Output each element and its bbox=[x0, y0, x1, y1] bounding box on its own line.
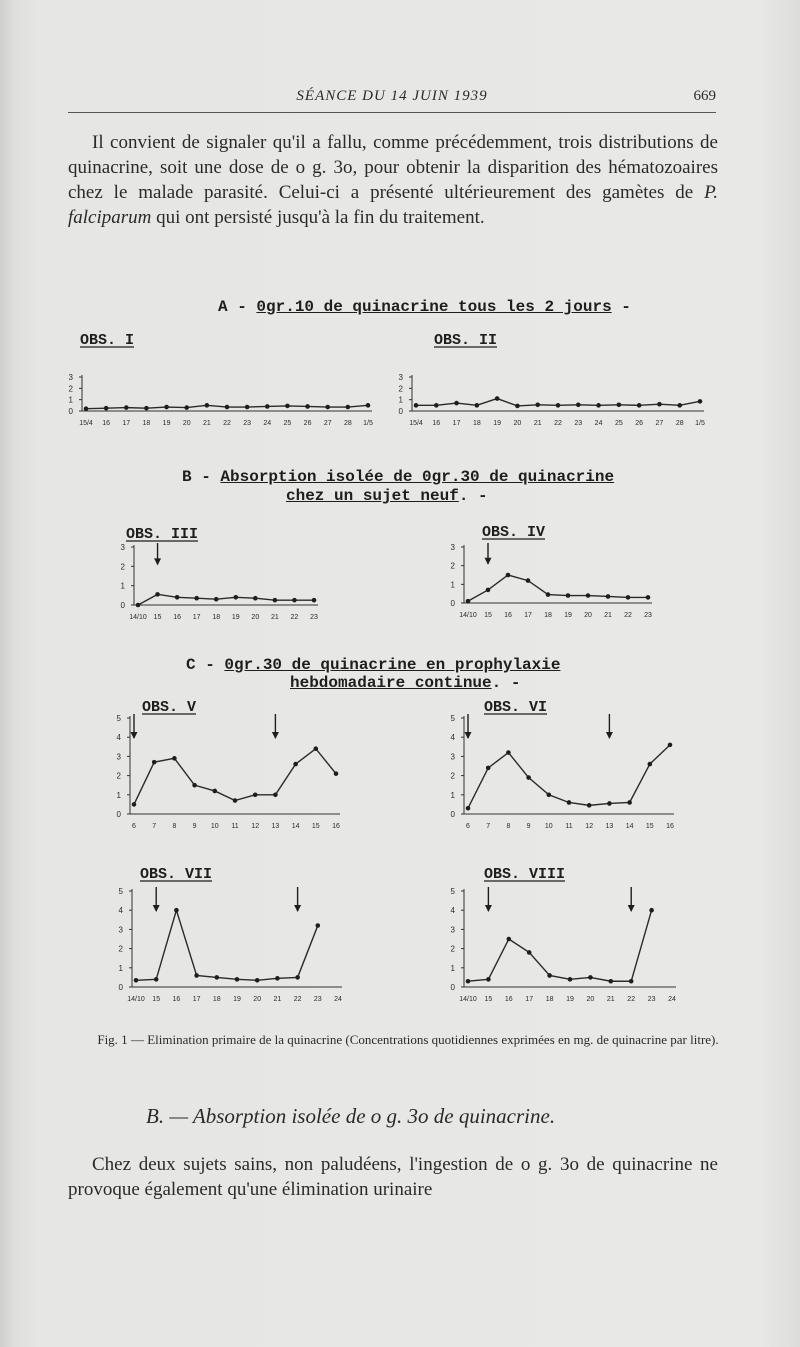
x-tick-label: 27 bbox=[655, 420, 664, 427]
x-tick-label: 19 bbox=[162, 420, 171, 427]
data-point bbox=[596, 403, 601, 408]
data-point bbox=[316, 923, 321, 928]
y-tick-label: 0 bbox=[450, 810, 455, 819]
y-tick-label: 2 bbox=[450, 771, 455, 781]
x-tick-label: 15 bbox=[484, 612, 492, 619]
x-tick-label: 24 bbox=[594, 420, 603, 427]
x-tick-label: 16 bbox=[173, 614, 182, 621]
paragraph-intro bbox=[68, 130, 718, 230]
y-tick-label: 4 bbox=[450, 733, 455, 743]
x-tick-label: 22 bbox=[223, 420, 231, 427]
x-tick-label: 16 bbox=[504, 612, 512, 619]
data-point bbox=[132, 802, 137, 807]
data-point bbox=[154, 977, 159, 982]
y-tick-label: 2 bbox=[120, 562, 125, 572]
data-point bbox=[626, 595, 631, 600]
section-heading-text: Absorption isolée de o g. 3o de quinacrine. bbox=[192, 1104, 556, 1128]
data-point bbox=[527, 950, 532, 955]
data-point bbox=[164, 405, 169, 410]
figure-caption-label: Fig. 1 bbox=[97, 1032, 128, 1047]
dose-arrow-head bbox=[606, 732, 613, 739]
dose-arrow-head bbox=[153, 905, 160, 912]
x-tick-label: 20 bbox=[584, 612, 592, 619]
data-point bbox=[144, 406, 149, 411]
figure-caption-text: — Elimination primaire de la quinacrine (Concentrations quotidiennes exprimées en mg. de quinacrine par litre). bbox=[127, 1032, 719, 1047]
y-tick-label: 1 bbox=[116, 790, 121, 800]
data-point bbox=[265, 404, 270, 409]
paragraph-section-b: Chez deux sujets sains, non paludéens, l'ingestion de o g. 3o de quinacrine ne provoque également qu'une élimination urinaire bbox=[68, 1154, 718, 1200]
data-point bbox=[334, 771, 339, 776]
x-tick-label: 8 bbox=[506, 823, 511, 830]
chart-obs-7 bbox=[104, 861, 364, 1011]
data-point bbox=[698, 399, 703, 404]
x-tick-label: 26 bbox=[635, 420, 644, 427]
y-tick-label: 1 bbox=[118, 963, 123, 973]
x-tick-label: 15/4 bbox=[409, 420, 423, 427]
data-point bbox=[606, 594, 611, 599]
data-point bbox=[486, 588, 491, 593]
series-line bbox=[468, 575, 648, 601]
group-b-prefix: B - bbox=[182, 468, 221, 486]
x-tick-label: 17 bbox=[122, 420, 131, 427]
data-point bbox=[568, 977, 573, 982]
x-tick-label: 12 bbox=[251, 823, 260, 830]
chart-title: OBS. I bbox=[80, 332, 135, 349]
x-tick-label: 16 bbox=[172, 996, 181, 1003]
series-line bbox=[468, 910, 652, 981]
y-tick-label: 3 bbox=[398, 373, 403, 382]
x-tick-label: 19 bbox=[564, 612, 572, 619]
y-tick-label: 5 bbox=[450, 887, 455, 896]
x-tick-label: 18 bbox=[544, 612, 552, 619]
x-tick-label: 6 bbox=[132, 823, 136, 830]
data-point bbox=[84, 406, 89, 411]
x-tick-label: 16 bbox=[504, 996, 513, 1003]
data-point bbox=[566, 593, 571, 598]
data-point bbox=[194, 596, 199, 601]
x-tick-label: 19 bbox=[493, 420, 502, 427]
chart-title: OBS. III bbox=[126, 526, 199, 543]
data-point bbox=[454, 401, 459, 406]
data-point bbox=[312, 598, 317, 603]
data-point bbox=[556, 403, 561, 408]
chart-title: OBS. VI bbox=[484, 699, 548, 716]
data-point bbox=[233, 798, 238, 803]
chart-obs-1 bbox=[50, 325, 380, 435]
x-tick-label: 15 bbox=[311, 823, 320, 830]
x-tick-label: 23 bbox=[310, 614, 318, 621]
y-tick-label: 0 bbox=[68, 407, 73, 416]
x-tick-label: 12 bbox=[585, 823, 594, 830]
group-b-title-line2 bbox=[286, 487, 488, 505]
data-point bbox=[637, 403, 642, 408]
data-point bbox=[295, 975, 300, 980]
y-tick-label: 5 bbox=[118, 887, 123, 896]
x-tick-label: 22 bbox=[554, 420, 562, 427]
data-point bbox=[475, 403, 480, 408]
group-b-title-line1 bbox=[182, 468, 614, 486]
group-c-title-line2 bbox=[290, 674, 520, 692]
x-tick-label: 17 bbox=[524, 612, 532, 619]
data-point bbox=[586, 593, 591, 598]
x-tick-label: 23 bbox=[243, 420, 252, 427]
data-point bbox=[617, 402, 622, 407]
group-a-prefix: A - bbox=[218, 298, 257, 316]
x-tick-label: 10 bbox=[544, 823, 553, 830]
y-tick-label: 0 bbox=[450, 599, 455, 608]
x-tick-label: 14/10 bbox=[127, 996, 145, 1003]
x-tick-label: 11 bbox=[565, 823, 573, 830]
x-tick-label: 20 bbox=[513, 420, 522, 427]
y-tick-label: 1 bbox=[450, 580, 455, 590]
data-point bbox=[567, 800, 572, 805]
x-tick-label: 7 bbox=[486, 823, 491, 830]
data-point bbox=[194, 973, 199, 978]
x-tick-label: 28 bbox=[675, 420, 684, 427]
x-tick-label: 17 bbox=[192, 614, 201, 621]
x-tick-label: 22 bbox=[627, 996, 636, 1003]
data-point bbox=[155, 592, 160, 597]
x-tick-label: 19 bbox=[566, 996, 574, 1003]
data-point bbox=[587, 803, 592, 808]
group-b-underlined-1: Absorption isolée de 0gr.30 de quinacrine bbox=[220, 468, 615, 486]
data-point bbox=[668, 743, 673, 748]
x-tick-label: 24 bbox=[263, 420, 272, 427]
x-tick-label: 20 bbox=[182, 420, 191, 427]
dose-arrow-head bbox=[131, 732, 138, 739]
x-tick-label: 24 bbox=[334, 996, 342, 1003]
data-point bbox=[629, 979, 634, 984]
x-tick-label: 14 bbox=[291, 823, 300, 830]
y-tick-label: 2 bbox=[450, 944, 455, 954]
group-c-suffix: . - bbox=[491, 674, 521, 692]
dose-arrow-head bbox=[485, 558, 492, 565]
y-tick-label: 2 bbox=[118, 944, 123, 954]
data-point bbox=[546, 592, 551, 597]
chart-obs-6 bbox=[438, 694, 698, 838]
series-line bbox=[138, 594, 314, 605]
data-point bbox=[607, 801, 612, 806]
data-point bbox=[293, 762, 298, 767]
x-tick-label: 1/5 bbox=[363, 420, 373, 427]
y-tick-label: 3 bbox=[120, 543, 125, 552]
data-point bbox=[466, 979, 471, 984]
y-tick-label: 4 bbox=[118, 906, 123, 916]
data-point bbox=[535, 402, 540, 407]
data-point bbox=[466, 806, 471, 811]
group-c-underlined-2: hebdomadaire continue bbox=[290, 674, 492, 692]
data-point bbox=[233, 595, 238, 600]
data-point bbox=[192, 783, 197, 788]
data-point bbox=[175, 595, 180, 600]
x-tick-label: 27 bbox=[323, 420, 332, 427]
data-point bbox=[253, 793, 258, 798]
x-tick-label: 14/10 bbox=[459, 612, 477, 619]
data-point bbox=[325, 405, 330, 410]
series-line bbox=[136, 910, 318, 980]
x-tick-label: 15 bbox=[484, 996, 493, 1003]
group-a-title bbox=[218, 298, 631, 316]
x-tick-label: 6 bbox=[466, 823, 470, 830]
data-point bbox=[466, 599, 471, 604]
group-c-underlined-1: 0gr.30 de quinacrine en prophylaxie bbox=[224, 656, 561, 674]
chart-title: OBS. V bbox=[142, 699, 197, 716]
x-tick-label: 19 bbox=[233, 996, 241, 1003]
y-tick-label: 0 bbox=[398, 407, 403, 416]
y-tick-label: 3 bbox=[118, 925, 123, 935]
x-tick-label: 21 bbox=[533, 420, 542, 427]
series-line bbox=[468, 745, 670, 808]
page-number: 669 bbox=[693, 88, 716, 104]
y-tick-label: 4 bbox=[450, 906, 455, 916]
data-point bbox=[134, 978, 139, 983]
data-point bbox=[649, 908, 654, 913]
x-tick-label: 10 bbox=[210, 823, 219, 830]
chart-obs-2 bbox=[388, 325, 718, 435]
data-point bbox=[245, 405, 250, 410]
y-tick-label: 2 bbox=[450, 561, 455, 571]
group-b-suffix: . - bbox=[458, 487, 488, 505]
dose-arrow-head bbox=[294, 905, 301, 912]
x-tick-label: 14/10 bbox=[129, 614, 147, 621]
group-a-underlined: 0gr.10 de quinacrine tous les 2 jours bbox=[256, 298, 612, 316]
data-point bbox=[609, 979, 614, 984]
y-tick-label: 3 bbox=[68, 373, 73, 382]
y-tick-label: 3 bbox=[450, 543, 455, 552]
y-tick-label: 3 bbox=[116, 752, 121, 762]
series-line bbox=[134, 749, 336, 805]
x-tick-label: 16 bbox=[432, 420, 441, 427]
x-tick-label: 20 bbox=[253, 996, 262, 1003]
y-tick-label: 5 bbox=[116, 714, 121, 723]
x-tick-label: 13 bbox=[271, 823, 280, 830]
x-tick-label: 17 bbox=[192, 996, 201, 1003]
x-tick-label: 21 bbox=[606, 996, 615, 1003]
data-point bbox=[547, 973, 552, 978]
y-tick-label: 1 bbox=[450, 790, 455, 800]
y-tick-label: 4 bbox=[116, 733, 121, 743]
data-point bbox=[507, 937, 512, 942]
data-point bbox=[576, 402, 581, 407]
data-point bbox=[214, 597, 219, 602]
x-tick-label: 9 bbox=[526, 823, 531, 830]
data-point bbox=[506, 573, 511, 578]
y-tick-label: 3 bbox=[450, 752, 455, 762]
y-tick-label: 1 bbox=[120, 581, 125, 591]
x-tick-label: 13 bbox=[605, 823, 614, 830]
chart-title: OBS. VIII bbox=[484, 866, 566, 883]
x-tick-label: 17 bbox=[452, 420, 461, 427]
data-point bbox=[495, 396, 500, 401]
data-point bbox=[104, 406, 109, 411]
data-point bbox=[235, 977, 240, 982]
x-tick-label: 23 bbox=[313, 996, 322, 1003]
x-tick-label: 20 bbox=[586, 996, 595, 1003]
data-point bbox=[414, 403, 419, 408]
x-tick-label: 20 bbox=[251, 614, 260, 621]
y-tick-label: 0 bbox=[116, 810, 121, 819]
x-tick-label: 11 bbox=[231, 823, 239, 830]
running-head: SÉANCE DU 14 JUIN 1939 bbox=[296, 88, 488, 104]
data-point bbox=[486, 766, 491, 771]
data-point bbox=[305, 404, 310, 409]
x-tick-label: 15 bbox=[645, 823, 654, 830]
chart-obs-8 bbox=[438, 861, 698, 1011]
x-tick-label: 25 bbox=[283, 420, 292, 427]
group-c-title-line1 bbox=[186, 656, 560, 674]
x-tick-label: 22 bbox=[293, 996, 302, 1003]
data-point bbox=[526, 578, 531, 583]
data-point bbox=[434, 403, 439, 408]
data-point bbox=[292, 598, 297, 603]
x-tick-label: 17 bbox=[525, 996, 534, 1003]
data-point bbox=[174, 908, 179, 913]
page-header bbox=[68, 86, 716, 113]
y-tick-label: 2 bbox=[398, 384, 403, 394]
chart-obs-3 bbox=[104, 519, 344, 631]
x-tick-label: 23 bbox=[647, 996, 656, 1003]
data-point bbox=[275, 976, 280, 981]
x-tick-label: 14 bbox=[625, 823, 634, 830]
data-point bbox=[172, 756, 177, 761]
chart-title: OBS. VII bbox=[140, 866, 213, 883]
chart-obs-4 bbox=[436, 519, 676, 631]
x-tick-label: 26 bbox=[303, 420, 312, 427]
x-tick-label: 18 bbox=[472, 420, 481, 427]
x-tick-label: 18 bbox=[212, 614, 221, 621]
data-point bbox=[526, 775, 531, 780]
x-tick-label: 7 bbox=[152, 823, 157, 830]
data-point bbox=[677, 403, 682, 408]
x-tick-label: 23 bbox=[574, 420, 583, 427]
group-b-underlined-2: chez un sujet neuf bbox=[286, 487, 459, 505]
x-tick-label: 21 bbox=[604, 612, 612, 619]
data-point bbox=[366, 403, 371, 408]
y-tick-label: 0 bbox=[120, 601, 125, 610]
x-tick-label: 28 bbox=[343, 420, 352, 427]
data-point bbox=[346, 405, 351, 410]
x-tick-label: 24 bbox=[668, 996, 676, 1003]
data-point bbox=[225, 405, 230, 410]
species-name: P. falciparum bbox=[68, 182, 718, 228]
data-point bbox=[547, 793, 552, 798]
x-tick-label: 16 bbox=[102, 420, 111, 427]
y-tick-label: 3 bbox=[450, 925, 455, 935]
data-point bbox=[515, 404, 520, 409]
dose-arrow-head bbox=[154, 558, 161, 565]
dose-arrow-head bbox=[485, 905, 492, 912]
x-tick-label: 18 bbox=[545, 996, 554, 1003]
x-tick-label: 21 bbox=[273, 996, 282, 1003]
data-point bbox=[285, 404, 290, 409]
chart-obs-5 bbox=[104, 694, 364, 838]
section-heading: B. — Absorption isolée de o g. 3o de quinacrine. bbox=[146, 1104, 556, 1128]
data-point bbox=[273, 793, 278, 798]
figure-caption bbox=[88, 1031, 728, 1048]
chart-title: OBS. II bbox=[434, 332, 498, 349]
x-tick-label: 23 bbox=[644, 612, 652, 619]
x-tick-label: 15/4 bbox=[79, 420, 93, 427]
y-tick-label: 2 bbox=[116, 771, 121, 781]
paragraph-intro-text: Il convient de signaler qu'il a fallu, comme précédemment, trois distributions de quinacrine, soit une dose de o g. 3o, pour obtenir la disparition des hématozoaires chez le malade parasité. Celui-ci a présenté ultérieurement des gamètes de bbox=[68, 132, 718, 203]
x-tick-label: 25 bbox=[614, 420, 623, 427]
chart-title: OBS. IV bbox=[482, 524, 546, 541]
y-tick-label: 1 bbox=[68, 395, 73, 405]
x-tick-label: 16 bbox=[666, 823, 674, 830]
x-tick-label: 8 bbox=[172, 823, 177, 830]
y-tick-label: 5 bbox=[450, 714, 455, 723]
data-point bbox=[184, 405, 189, 410]
paragraph-intro-end: qui ont persisté jusqu'à la fin du traitement. bbox=[151, 207, 485, 228]
data-point bbox=[253, 596, 258, 601]
y-tick-label: 1 bbox=[398, 395, 403, 405]
x-tick-label: 16 bbox=[332, 823, 340, 830]
data-point bbox=[273, 598, 278, 603]
data-point bbox=[124, 405, 129, 410]
x-tick-label: 15 bbox=[153, 614, 162, 621]
data-point bbox=[646, 595, 651, 600]
x-tick-label: 19 bbox=[231, 614, 240, 621]
y-tick-label: 0 bbox=[118, 983, 123, 992]
data-point bbox=[506, 750, 511, 755]
data-point bbox=[152, 760, 157, 765]
data-point bbox=[627, 800, 632, 805]
x-tick-label: 18 bbox=[212, 996, 221, 1003]
data-point bbox=[314, 746, 319, 751]
x-tick-label: 9 bbox=[192, 823, 197, 830]
data-point bbox=[657, 402, 662, 407]
dose-arrow-head bbox=[628, 905, 635, 912]
dose-arrow-head bbox=[465, 732, 472, 739]
y-tick-label: 0 bbox=[450, 983, 455, 992]
data-point bbox=[215, 975, 220, 980]
group-a-suffix: - bbox=[611, 298, 631, 316]
x-tick-label: 21 bbox=[202, 420, 211, 427]
x-tick-label: 21 bbox=[270, 614, 279, 621]
y-tick-label: 2 bbox=[68, 384, 73, 394]
x-tick-label: 15 bbox=[152, 996, 161, 1003]
x-tick-label: 18 bbox=[142, 420, 151, 427]
x-tick-label: 14/10 bbox=[459, 996, 477, 1003]
y-tick-label: 1 bbox=[450, 963, 455, 973]
data-point bbox=[588, 975, 593, 980]
data-point bbox=[486, 977, 491, 982]
data-point bbox=[213, 789, 218, 794]
data-point bbox=[205, 403, 210, 408]
x-tick-label: 1/5 bbox=[695, 420, 705, 427]
dose-arrow-head bbox=[272, 732, 279, 739]
data-point bbox=[136, 603, 141, 608]
data-point bbox=[648, 762, 653, 767]
x-tick-label: 22 bbox=[624, 612, 632, 619]
x-tick-label: 22 bbox=[290, 614, 299, 621]
group-c-prefix: C - bbox=[186, 656, 225, 674]
data-point bbox=[255, 978, 260, 983]
